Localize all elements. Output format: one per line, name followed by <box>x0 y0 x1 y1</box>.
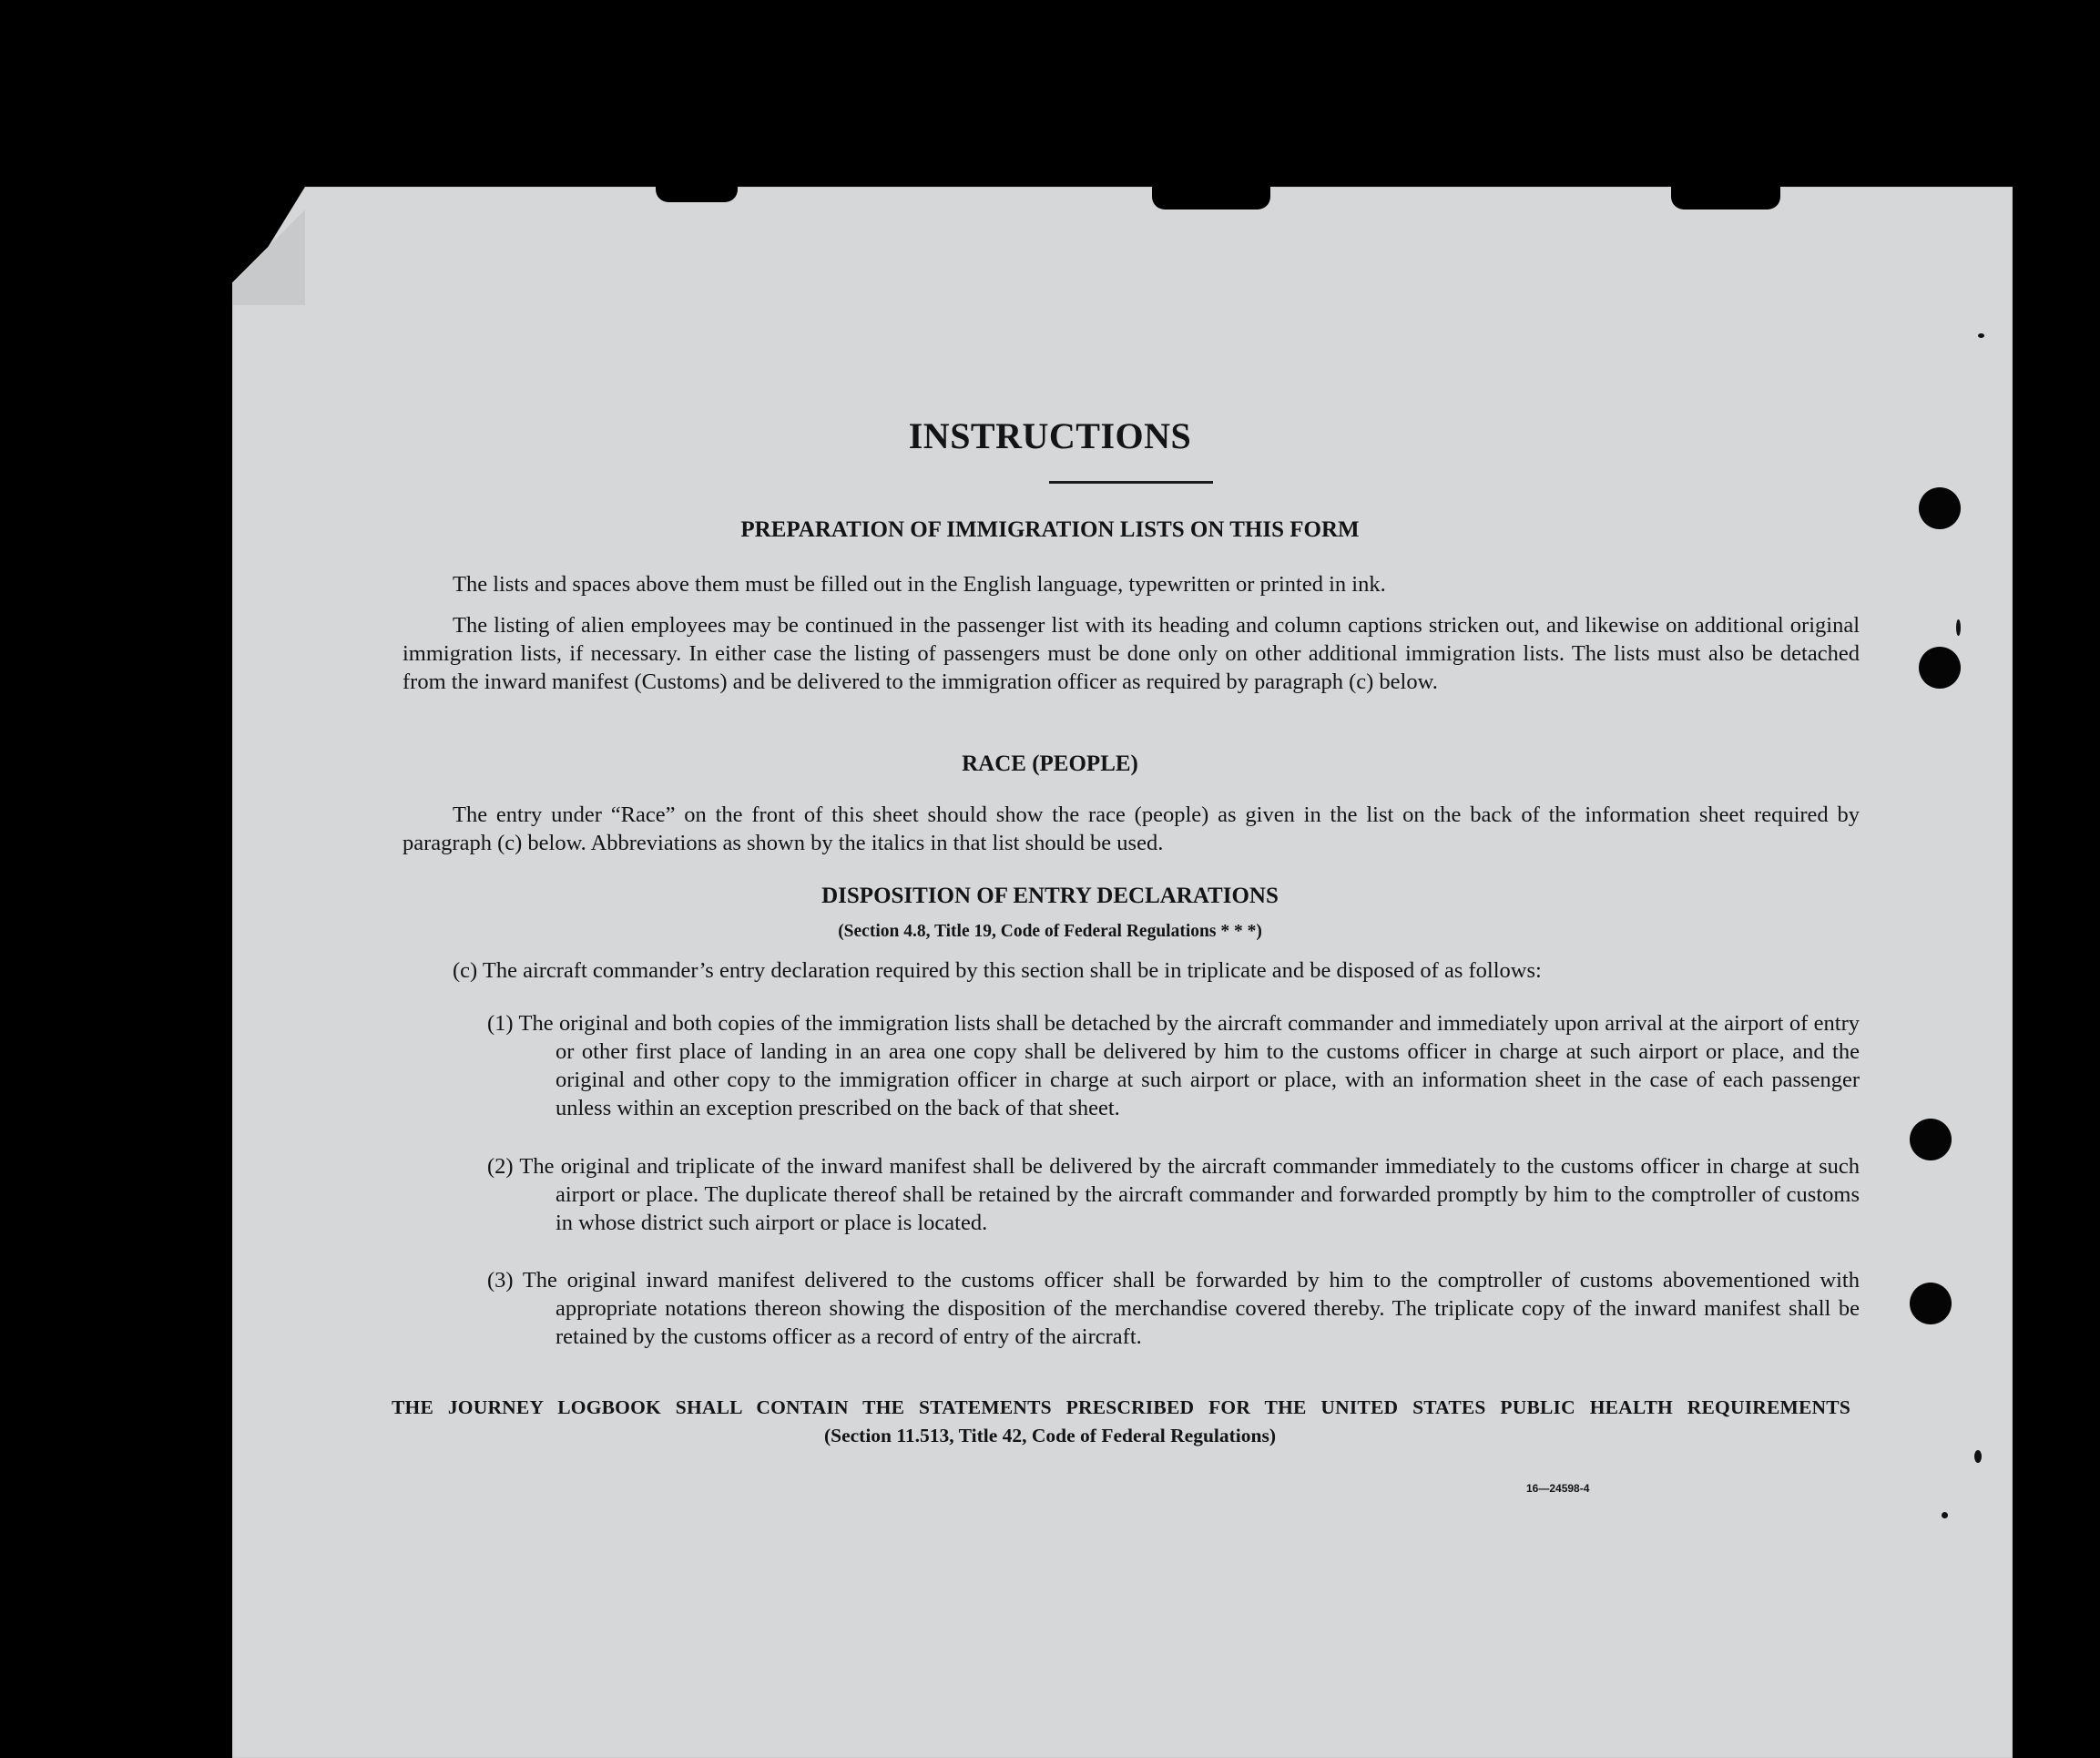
footer-statement: THE JOURNEY LOGBOOK SHALL CONTAIN THE STATEMENTS PRESCRIBED FOR THE UNITED STATES PUBLIC HEALTH REQUIREMENTS <box>392 1396 1850 1418</box>
heading-preparation: PREPARATION OF IMMIGRATION LISTS ON THIS FORM <box>740 517 1360 542</box>
disposition-item-2: (2) The original and triplicate of the inward manifest shall be delivered by the aircraft commander immediately to the customs officer in charge at such airport or place. The duplicate thereof shall be retained by the aircraft commander and forwarded promptly by him to the comptroller of customs in whose district such airport or place is located. <box>487 1154 1860 1235</box>
punch-hole <box>1910 1119 1952 1160</box>
preparation-paragraph-2: The listing of alien employees may be continued in the passenger list with its heading and column captions stricken out, and likewise on additional original immigration lists, if necessary. In either case the listing of passengers must be done only on other additional immigration lists. The lists must also be detached from the inward manifest (Customs) and be delivered to the immigration officer as required by paragraph (c) below. <box>403 613 1860 694</box>
disposition-intro: (c) The aircraft commander’s entry declaration required by this section shall be in triplicate and be disposed of as follows: <box>453 958 1542 983</box>
race-paragraph: The entry under “Race” on the front of this sheet should show the race (people) as given in the list on the back of the information sheet required by paragraph (c) below. Abbreviations as shown by the italics in that list should be used. <box>403 802 1860 855</box>
speck <box>1956 619 1961 636</box>
heading-disposition: DISPOSITION OF ENTRY DECLARATIONS <box>821 884 1279 908</box>
heading-race: RACE (PEOPLE) <box>962 751 1138 776</box>
page-title: INSTRUCTIONS <box>908 415 1192 456</box>
torn-edge <box>1671 182 1780 210</box>
title-rule <box>1049 481 1213 484</box>
disposition-item-1: (1) The original and both copies of the immigration lists shall be detached by the aircraft commander and immediately upon arrival at the airport of entry or other first place of landing in an area one copy shall be delivered by him to the customs officer in charge at such airport or place, and the original and other copy to the immigration officer in charge at such airport or place, with an information sheet in the case of each passenger unless within an exception prescribed on the back of that sheet. <box>487 1011 1860 1120</box>
torn-edge <box>656 182 738 202</box>
footer-citation: (Section 11.513, Title 42, Code of Federal Regulations) <box>823 1425 1277 1446</box>
speck <box>1942 1512 1948 1518</box>
speck <box>1974 1450 1982 1463</box>
punch-hole <box>1910 1283 1952 1324</box>
punch-hole <box>1919 647 1961 689</box>
subheading-disposition: (Section 4.8, Title 19, Code of Federal Regulations * * *) <box>838 922 1262 941</box>
form-number: 16—24598-4 <box>1526 1482 1590 1495</box>
preparation-paragraph-1: The lists and spaces above them must be filled out in the English language, typewritten or printed in ink. <box>453 572 1386 597</box>
torn-edge <box>1152 182 1270 210</box>
speck <box>1978 333 1984 338</box>
disposition-item-3: (3) The original inward manifest delivered to the customs officer shall be forwarded by him to the comptroller of customs abovementioned with appropriate notations thereon showing the disposition of the merchandise covered thereby. The triplicate copy of the inward manifest shall be retained by the customs officer as a record of entry of the aircraft. <box>487 1268 1860 1349</box>
corner-fold-shade <box>232 187 305 305</box>
